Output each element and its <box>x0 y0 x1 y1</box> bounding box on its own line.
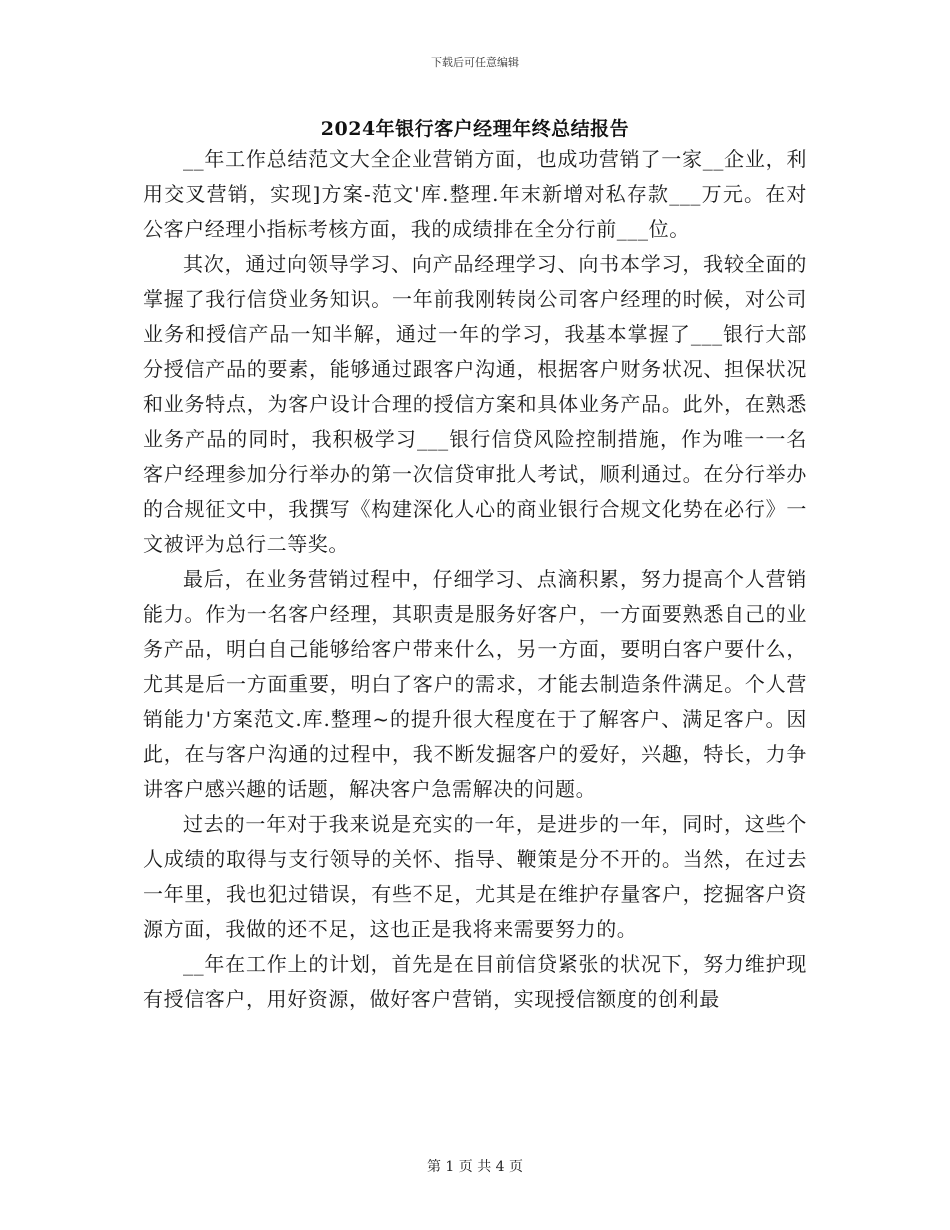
paragraph: __年工作总结范文大全企业营销方面，也成功营销了一家__企业，利用交叉营销，实现]方案-范文'库.整理.年末新增对私存款___万元。在对公客户经理小指标考核方面，我的成绩排在全分行前___位。 <box>143 147 807 241</box>
document-body <box>143 142 807 1017</box>
paragraph: 过去的一年对于我来说是充实的一年，是进步的一年，同时，这些个人成绩的取得与支行领导的关怀、指导、鞭策是分不开的。当然，在过去一年里，我也犯过错误，有些不足，尤其是在维护存量客户，挖掘客户资源方面，我做的还不足，这也正是我将来需要努力的。 <box>143 812 807 941</box>
paragraph: __年在工作上的计划，首先是在目前信贷紧张的状况下，努力维护现有授信客户，用好资源，做好客户营销，实现授信额度的创利最 <box>143 952 807 1011</box>
page-number: 第 1 页 共 4 页 <box>426 1159 524 1175</box>
document-title: 2024年银行客户经理年终总结报告 <box>320 118 630 140</box>
page-header-note: 下载后可任意编辑 <box>431 56 519 69</box>
paragraph: 最后，在业务营销过程中，仔细学习、点滴积累，努力提高个人营销能力。作为一名客户经理，其职责是服务好客户，一方面要熟悉自己的业务产品，明白自己能够给客户带来什么，另一方面，要明白客户要什么，尤其是后一方面重要，明白了客户的需求，才能去制造条件满足。个人营销能力'方案范文.库.整理~的提升很大程度在于了解客户、满足客户。因此，在与客户沟通的过程中，我不断发掘客户的爱好，兴趣，特长，力争讲客户感兴趣的话题，解决客户急需解决的问题。 <box>143 567 807 801</box>
paragraph: 其次，通过向领导学习、向产品经理学习、向书本学习，我较全面的掌握了我行信贷业务知识。一年前我刚转岗公司客户经理的时候，对公司业务和授信产品一知半解，通过一年的学习，我基本掌握了___银行大部分授信产品的要素，能够通过跟客户沟通，根据客户财务状况、担保状况和业务特点，为客户设计合理的授信方案和具体业务产品。此外，在熟悉业务产品的同时，我积极学习___银行信贷风险控制措施，作为唯一一名客户经理参加分行举办的第一次信贷审批人考试，顺利通过。在分行举办的合规征文中，我撰写《构建深化人心的商业银行合规文化势在必行》一文被评为总行二等奖。 <box>143 252 807 556</box>
